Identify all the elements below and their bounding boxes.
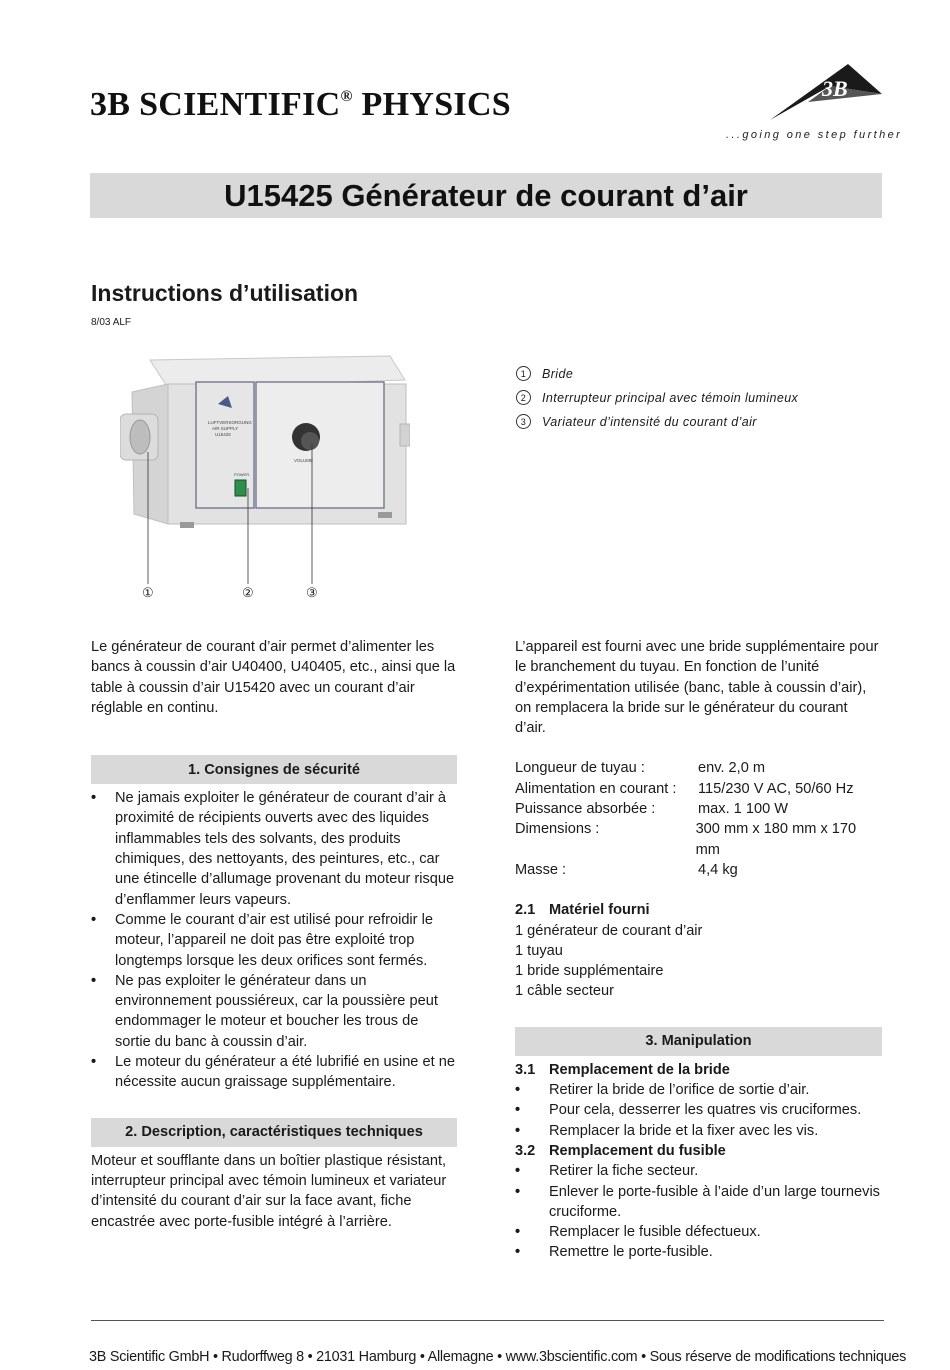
legend-number: 2 (516, 390, 531, 405)
list-item: • Remplacer le fusible défectueux. (515, 1222, 882, 1242)
description-paragraph: Moteur et soufflante dans un boîtier plastique résistant, interrupteur principal avec témoin lumineux et variateur d’intensité du courant d’air sur la face avant, fiche encastrée avec porte-fusible intégré à l’arrière. (91, 1152, 447, 1230)
svg-text:AIR SUPPLY: AIR SUPPLY (212, 426, 239, 431)
section-3-heading: 3. Manipulation (515, 1027, 882, 1056)
svg-text:3B: 3B (822, 76, 848, 101)
legend-item (516, 414, 876, 429)
list-item: • Retirer la bride de l’orifice de sortie d’air. (515, 1080, 882, 1100)
tagline: ...going one step further (726, 129, 903, 141)
list-item: 1 générateur de courant d’air (515, 922, 703, 939)
list-item: • Remplacer la bride et la fixer avec les vis. (515, 1121, 882, 1141)
svg-text:VOLUME: VOLUME (294, 458, 314, 463)
section-1-heading: 1. Consignes de sécurité (91, 755, 457, 784)
list-item: • Comme le courant d’air est utilisé pour refroidir le moteur, l’appareil ne doit pas être exploité trop longtemps lorsque les deux orifices sont fermés. (91, 910, 457, 971)
svg-text:②: ② (242, 585, 254, 600)
document-title: U15425 Générateur de courant d’air (224, 177, 748, 213)
fuse-steps (515, 1161, 882, 1262)
title-bar (90, 173, 882, 218)
left-column (91, 637, 457, 1232)
list-item: • Retirer la fiche secteur. (515, 1161, 882, 1181)
product-illustration (120, 352, 410, 604)
svg-text:③: ③ (306, 585, 318, 600)
spec-row: Dimensions : 300 mm x 180 mm x 170 mm (515, 821, 857, 858)
subsection-3-2-heading: 3.2 Remplacement du fusible (515, 1142, 726, 1159)
legend-number: 1 (516, 366, 531, 381)
spec-row: Longueur de tuyau : env. 2,0 m (515, 760, 766, 777)
list-item: 1 bride supplémentaire (515, 963, 664, 980)
list-item: • Le moteur du générateur a été lubrifié en usine et ne nécessite aucun graissage supplémentaire. (91, 1052, 457, 1093)
3b-logo (770, 62, 885, 124)
legend-text: Bride (542, 366, 574, 381)
flange-steps (515, 1080, 882, 1141)
doc-code: 8/03 ALF (91, 317, 132, 328)
description-continued: L’appareil est fourni avec une bride supplémentaire pour le branchement du tuyau. En fonction de l’unité d’expérimentation utilisée (banc, table à coussin d’air), on remplacera la bride sur le générateur du courant d’air. (515, 639, 879, 737)
svg-text:①: ① (142, 585, 154, 600)
spec-row: Alimentation en courant : 115/230 V AC, 50/60 Hz (515, 780, 854, 797)
svg-text:LUFTVERSORGUNG: LUFTVERSORGUNG (208, 420, 252, 425)
svg-text:POWER: POWER (234, 472, 250, 477)
spec-row: Masse : 4,4 kg (515, 861, 738, 878)
brand-title: 3B SCIENTIFIC® PHYSICS (90, 86, 512, 123)
list-item: 1 tuyau (515, 942, 563, 959)
right-column (515, 637, 882, 1263)
spec-table (515, 758, 882, 880)
safety-list (91, 788, 457, 1092)
spec-row: Puissance absorbée : max. 1 100 W (515, 801, 789, 818)
subsection-2-1-heading: 2.1 Matériel fourni (515, 902, 650, 919)
supplied-list (515, 921, 882, 1002)
legend-text: Interrupteur principal avec témoin lumineux (542, 390, 799, 405)
list-item: • Pour cela, desserrer les quatres vis cruciformes. (515, 1100, 882, 1120)
subsection-3-1-heading: 3.1 Remplacement de la bride (515, 1061, 730, 1078)
list-item: • Enlever le porte-fusible à l’aide d’un large tournevis cruciforme. (515, 1182, 882, 1223)
intro-paragraph: Le générateur de courant d’air permet d’alimenter les bancs à coussin d’air U40400, U40405, etc., ainsi que la table à coussin d’air U15420 avec un courant d’air réglable en continu. (91, 639, 456, 716)
list-item: 1 câble secteur (515, 983, 614, 1000)
legend-number: 3 (516, 414, 531, 429)
legend-item (516, 390, 876, 405)
footer-divider (91, 1320, 884, 1321)
list-item: • Remettre le porte-fusible. (515, 1242, 882, 1262)
section-2-heading: 2. Description, caractéristiques techniques (91, 1118, 457, 1147)
footer-address: 3B Scientific GmbH • Rudorffweg 8 • 21031 Hamburg • Allemagne • www.3bscientific.com • Sous réserve de modifications techniques (89, 1349, 907, 1365)
legend-item (516, 366, 876, 381)
list-item: • Ne jamais exploiter le générateur de courant d’air à proximité de récipients ouverts avec des liquides inflammables tels des solvants, des produits chimiques, des nettoyants, des peintures, etc., car une étincelle d’allumage provenant du moteur risque d’enflammer leurs vapeurs. (91, 788, 457, 910)
legend-text: Variateur d’intensité du courant d’air (542, 414, 757, 429)
svg-text:U15425: U15425 (215, 432, 231, 437)
list-item: • Ne pas exploiter le générateur dans un environnement poussiéreux, car la poussière peut endommager le moteur et boucher les trous de sortie du banc à coussin d’air. (91, 971, 457, 1052)
instructions-heading: Instructions d’utilisation (91, 280, 359, 306)
